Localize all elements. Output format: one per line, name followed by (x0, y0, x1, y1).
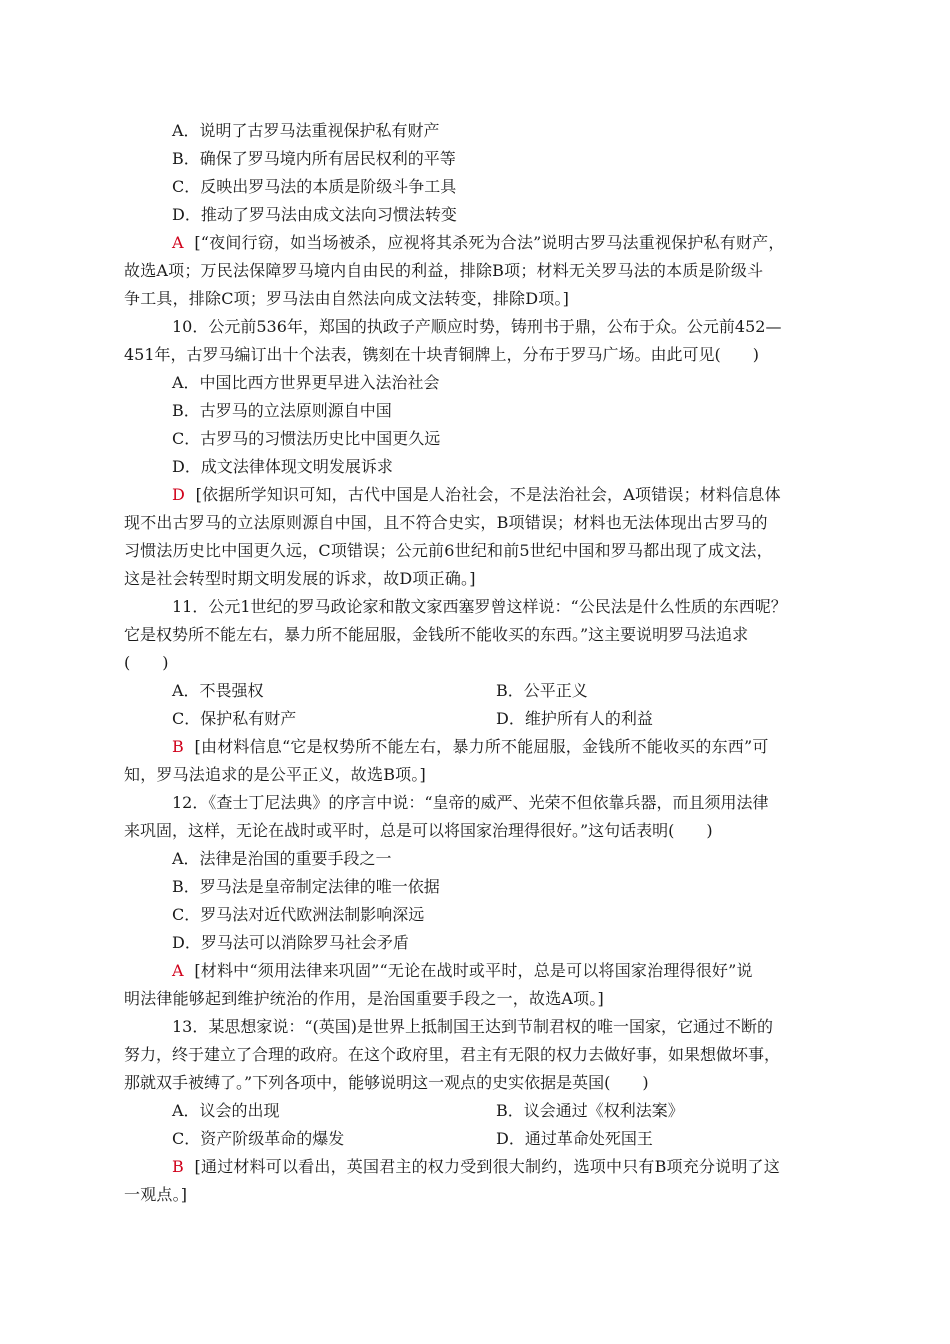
q13-explanation-line-1: B [通过材料可以看出，英国君主的权力受到很大制约，选项中只有B项充分说明了这 (172, 1157, 780, 1176)
q13-option-a: A．议会的出现 (172, 1101, 280, 1120)
q10-explanation-line-1: D [依据所学知识可知，古代中国是人治社会，不是法治社会，A项错误；材料信息体 (172, 485, 781, 504)
q11-option-d: D．维护所有人的利益 (496, 709, 653, 728)
q12-explanation-line-2: 明法律能够起到维护统治的作用，是治国重要手段之一，故选A项。] (124, 989, 604, 1008)
q12-option-d: D．罗马法可以消除罗马社会矛盾 (172, 933, 409, 952)
q12-answer-letter: A (172, 961, 184, 980)
q13-option-d: D．通过革命处死国王 (496, 1129, 653, 1148)
q11-answer-letter: B (172, 737, 184, 756)
q10-stem-line-2: 451年，古罗马编订出十个法表，镌刻在十块青铜牌上，分布于罗马广场。由此可见( ) (124, 345, 760, 364)
q9-option-c: C．反映出罗马法的本质是阶级斗争工具 (172, 177, 457, 196)
q9-explanation-line-3: 争工具，排除C项；罗马法由自然法向成文法转变，排除D项。] (124, 289, 570, 308)
q10-option-b: B．古罗马的立法原则源自中国 (172, 401, 392, 420)
q10-explanation-line-3: 习惯法历史比中国更久远，C项错误；公元前6世纪和前5世纪中国和罗马都出现了成文法， (124, 541, 773, 560)
q13-stem-line-2: 努力，终于建立了合理的政府。在这个政府里，君主有无限的权力去做好事，如果想做坏事， (124, 1045, 781, 1064)
q13-answer-letter: B (172, 1157, 184, 1176)
q9-explanation-line-2: 故选A项；万民法保障罗马境内自由民的利益，排除B项；材料无关罗马法的本质是阶级斗 (124, 261, 764, 280)
q13-stem-line-3: 那就双手被缚了。”下列各项中，能够说明这一观点的史实依据是英国( ) (124, 1073, 649, 1092)
q11-option-b: B．公平正义 (496, 681, 588, 700)
q9-option-d: D．推动了罗马法由成文法向习惯法转变 (172, 205, 457, 224)
q12-option-c: C．罗马法对近代欧洲法制影响深远 (172, 905, 425, 924)
q12-option-a: A．法律是治国的重要手段之一 (172, 849, 392, 868)
q10-option-d: D．成文法律体现文明发展诉求 (172, 457, 393, 476)
q10-stem-line-1: 10．公元前536年，郑国的执政子产顺应时势，铸刑书于鼎，公布于众。公元前452— (172, 317, 782, 336)
q12-option-b: B．罗马法是皇帝制定法律的唯一依据 (172, 877, 440, 896)
q10-option-c: C．古罗马的习惯法历史比中国更久远 (172, 429, 441, 448)
q11-explanation-line-1: B [由材料信息“它是权势所不能左右，暴力所不能屈服，金钱所不能收买的东西”可 (172, 737, 769, 756)
q13-option-b: B．议会通过《权利法案》 (496, 1101, 684, 1120)
q9-answer-letter: A (172, 233, 184, 252)
q10-answer-letter: D (172, 485, 186, 504)
q13-option-c: C．资产阶级革命的爆发 (172, 1129, 345, 1148)
q13-explanation-line-2: 一观点。] (124, 1185, 188, 1204)
q11-option-c: C．保护私有财产 (172, 709, 297, 728)
q11-stem-line-2: 它是权势所不能左右，暴力所不能屈服，金钱所不能收买的东西。”这主要说明罗马法追求 (124, 625, 749, 644)
q10-option-a: A．中国比西方世界更早进入法治社会 (172, 373, 440, 392)
q12-stem-line-2: 来巩固，这样，无论在战时或平时，总是可以将国家治理得很好。”这句话表明( ) (124, 821, 713, 840)
q12-explanation-line-1: A [材料中“须用法律来巩固”“无论在战时或平时，总是可以将国家治理得很好”说 (172, 961, 753, 980)
q11-explanation-line-2: 知，罗马法追求的是公平正义，故选B项。] (124, 765, 427, 784)
q11-stem-line-1: 11．公元1世纪的罗马政论家和散文家西塞罗曾这样说：“公民法是什么性质的东西呢？ (172, 597, 787, 616)
q11-stem-line-3: ( ) (124, 653, 169, 672)
q9-explanation-line-1: A [“夜间行窃，如当场被杀，应视将其杀死为合法”说明古罗马法重视保护私有财产， (172, 233, 785, 252)
q11-option-a: A．不畏强权 (172, 681, 264, 700)
q13-stem-line-1: 13．某思想家说：“(英国)是世界上抵制国王达到节制君权的唯一国家，它通过不断的 (172, 1017, 774, 1036)
q12-stem-line-1: 12．《查士丁尼法典》的序言中说：“皇帝的威严、光荣不但依靠兵器，而且须用法律 (172, 793, 769, 812)
q10-explanation-line-4: 这是社会转型时期文明发展的诉求，故D项正确。] (124, 569, 476, 588)
q9-option-a: A．说明了古罗马法重视保护私有财产 (172, 121, 440, 140)
q9-option-b: B．确保了罗马境内所有居民权利的平等 (172, 149, 456, 168)
q10-explanation-line-2: 现不出古罗马的立法原则源自中国，且不符合史实，B项错误；材料也无法体现出古罗马的 (124, 513, 768, 532)
